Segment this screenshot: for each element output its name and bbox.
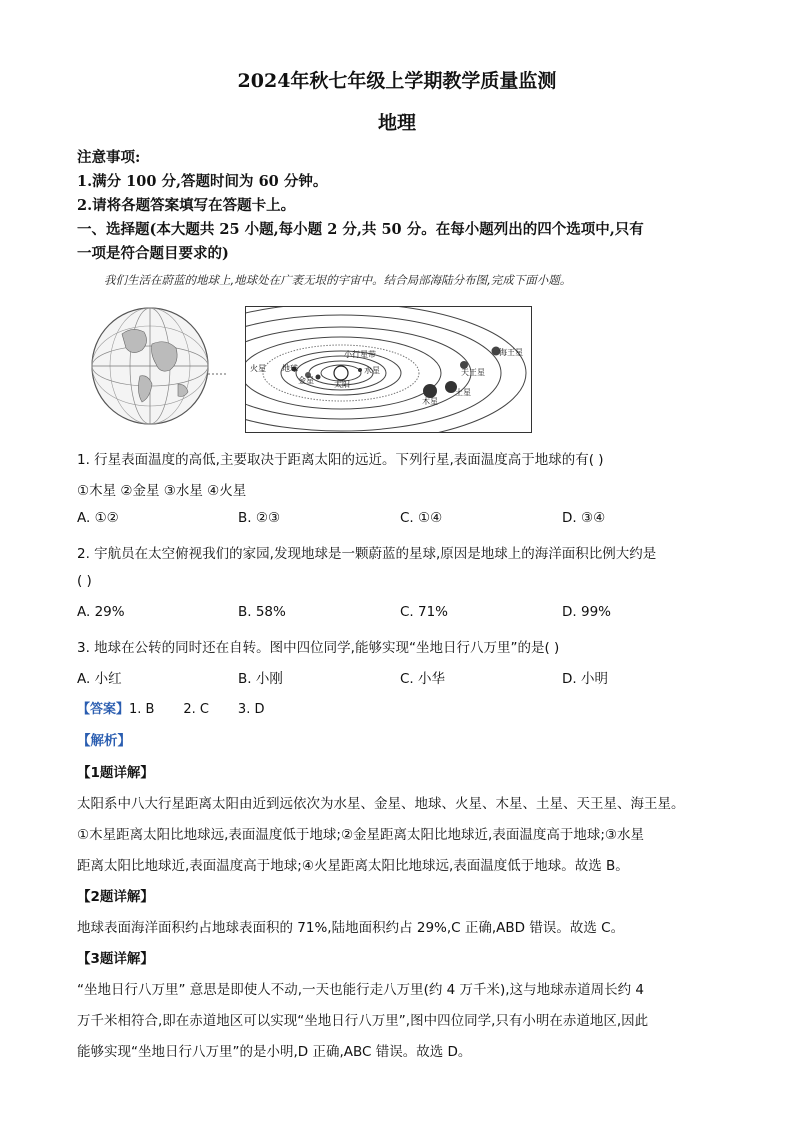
question-2-stem: 2. 宇航员在太空俯视我们的家园,发现地球是一颗蔚蓝的星球,原因是地球上的海洋面积比例大约是	[77, 546, 657, 562]
question-2-option-d[interactable]: D. 99%	[562, 604, 611, 620]
question-2-option-b[interactable]: B. 58%	[238, 604, 286, 620]
question-1-option-c[interactable]: C. ①④	[400, 510, 443, 526]
mercury-icon	[358, 368, 362, 372]
detail-3-line-2: 万千米相符合,即在赤道地区可以实现“坐地日行八万里”,图中四位同学,只有小明在赤道地区,因此	[77, 1013, 649, 1029]
question-2-option-a[interactable]: A. 29%	[77, 604, 125, 620]
label-earth: 地球	[282, 364, 298, 373]
detail-1-line-2: ①木星距离太阳比地球远,表面温度低于地球;②金星距离太阳比地球近,表面温度高于地球;③水星	[77, 827, 644, 843]
detail-2-line-1: 地球表面海洋面积约占地球表面积的 71%,陆地面积约占 29%,C 正确,ABD 错误。故选 C。	[77, 920, 625, 936]
question-3-option-a[interactable]: A. 小红	[77, 671, 122, 687]
detail-1-line-3: 距离太阳比地球近,表面温度高于地球;④火星距离太阳比地球远,表面温度低于地球。故选 B。	[77, 858, 629, 874]
globe-figure	[82, 304, 228, 428]
answer-row	[77, 698, 264, 717]
detail-3-title: 【3题详解】	[77, 951, 154, 967]
notes-heading: 注意事项:	[77, 149, 141, 166]
label-mars: 火星	[250, 364, 266, 373]
question-1-option-a[interactable]: A. ①②	[77, 510, 119, 526]
answer-text: 1. B 2. C 3. D	[129, 702, 265, 717]
venus-icon	[316, 375, 321, 380]
solar-system-figure	[245, 306, 532, 433]
exam-subject: 地理	[377, 112, 416, 134]
detail-3-line-3: 能够实现“坐地日行八万里”的是小明,D 正确,ABC 错误。故选 D。	[77, 1044, 472, 1060]
analysis-tag: 【解析】	[77, 733, 131, 749]
detail-1-title: 【1题详解】	[77, 765, 154, 781]
label-neptune: 海王星	[499, 348, 523, 357]
jupiter-icon	[423, 384, 437, 398]
question-3-stem: 3. 地球在公转的同时还在自转。图中四位同学,能够实现“坐地日行八万里”的是( )	[77, 640, 560, 656]
label-sun: 太阳	[334, 380, 350, 389]
question-3-option-c[interactable]: C. 小华	[400, 671, 446, 687]
intro-text: 我们生活在蔚蓝的地球上,地球处在广袤无垠的宇宙中。结合局部海陆分布图,完成下面小题。	[104, 273, 572, 287]
label-mercury: 水星	[364, 366, 380, 375]
section-heading-line1: 一、选择题(本大题共 25 小题,每小题 2 分,共 50 分。在每小题列出的四个选项中,只有	[77, 221, 644, 238]
detail-2-title: 【2题详解】	[77, 889, 154, 905]
question-3-option-b[interactable]: B. 小刚	[238, 671, 283, 687]
question-2-option-c[interactable]: C. 71%	[400, 604, 449, 620]
notes-item-2: 2.请将各题答案填写在答题卡上。	[77, 197, 296, 214]
label-uranus: 天王星	[461, 368, 485, 377]
globe-icon	[82, 304, 228, 428]
notes-item-1: 1.满分 100 分,答题时间为 60 分钟。	[77, 173, 328, 190]
question-2-stem-bracket: ( )	[77, 573, 92, 589]
detail-3-line-1: “坐地日行八万里” 意思是即使人不动,一天也能行走八万里(约 4 万千米),这与地球赤道周长约 4	[77, 982, 644, 998]
exam-title: 2024年秋七年级上学期教学质量监测	[237, 70, 557, 92]
question-3-option-d[interactable]: D. 小明	[562, 671, 608, 687]
section-heading-line2: 一项是符合题目要求的)	[77, 245, 229, 262]
label-saturn: 土星	[455, 388, 471, 397]
question-1-sub: ①木星 ②金星 ③水星 ④火星	[77, 483, 247, 499]
label-asteroid: 小行星带	[344, 350, 376, 359]
sun-icon	[334, 366, 348, 380]
label-jupiter: 木星	[422, 397, 438, 406]
question-1-option-d[interactable]: D. ③④	[562, 510, 606, 526]
question-1-option-b[interactable]: B. ②③	[238, 510, 281, 526]
question-1-stem: 1. 行星表面温度的高低,主要取决于距离太阳的远近。下列行星,表面温度高于地球的有( )	[77, 452, 604, 468]
label-venus: 金星	[298, 376, 314, 385]
detail-1-line-1: 太阳系中八大行星距离太阳由近到远依次为水星、金星、地球、火星、木星、土星、天王星、海王星。	[77, 796, 685, 812]
answer-tag: 【答案】	[77, 702, 130, 717]
